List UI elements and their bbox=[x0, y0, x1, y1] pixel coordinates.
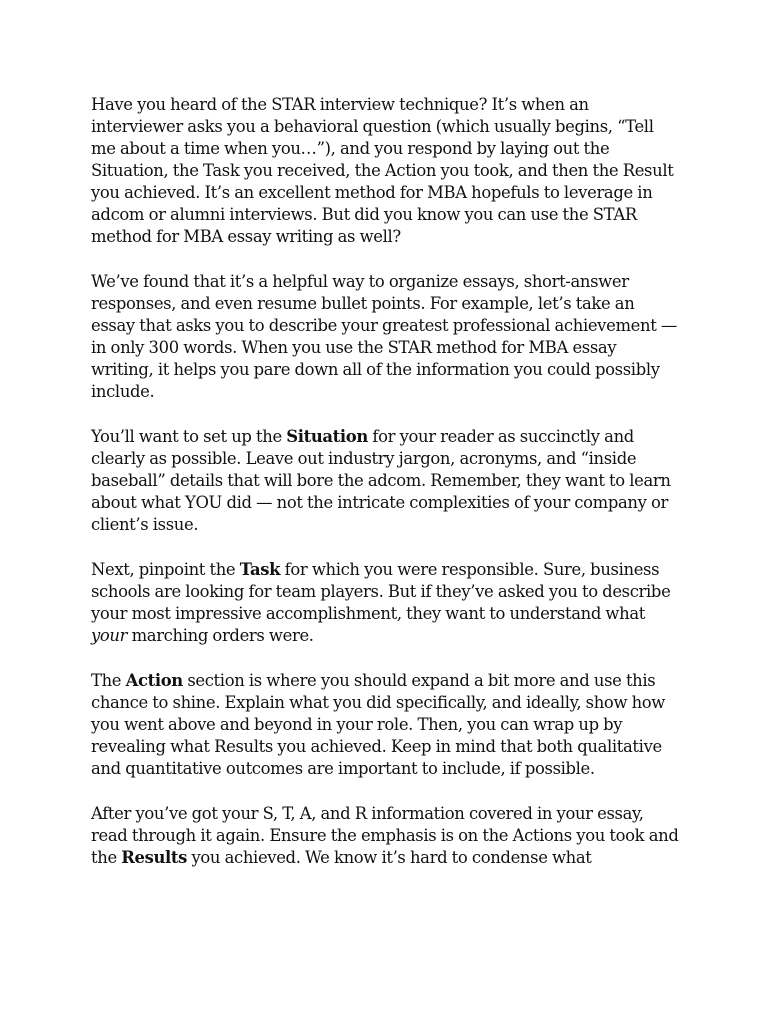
results-emphasis: Results bbox=[121, 848, 188, 867]
results-lead-text: After you’ve got your S, T, A, and R information covered in your essay, read through it again. Ensure the emphasis is on the Actions you took and the bbox=[91, 804, 679, 867]
paragraph-organize bbox=[91, 271, 681, 403]
document-page bbox=[91, 94, 681, 892]
task-end-text: marching orders were. bbox=[127, 626, 314, 645]
paragraph-intro bbox=[91, 94, 681, 248]
action-lead-text: The bbox=[91, 671, 126, 690]
action-emphasis: Action bbox=[125, 671, 183, 690]
intro-text: Have you heard of the STAR interview technique? It’s when an interviewer asks you a behavioral question (which usually begins, “Tell me about a time when you…”), and you respond by laying out the Situation, the Task you received, the Action you took, and then the Result you achieved. It’s an excellent method for MBA hopefuls to leverage in adcom or alumni interviews. But did you know you can use the STAR method for MBA essay writing as well? bbox=[91, 95, 674, 246]
situation-emphasis: Situation bbox=[286, 427, 368, 446]
results-rest-text: you achieved. We know it’s hard to condense what bbox=[187, 848, 592, 867]
paragraph-situation bbox=[91, 426, 681, 536]
task-lead-text: Next, pinpoint the bbox=[91, 560, 240, 579]
task-your-italic: your bbox=[91, 626, 128, 645]
task-middle-text: for which you were responsible. Sure, business schools are looking for team players. But if they’ve asked you to describe your most impressive accomplishment, they want to understand what bbox=[91, 560, 671, 623]
paragraph-results bbox=[91, 803, 681, 869]
action-rest-text: section is where you should expand a bit more and use this chance to shine. Explain what you did specifically, and ideally, show how you went above and beyond in your role. Then, you can wrap up by revealing what Results you achieved. Keep in mind that both qualitative and quantitative outcomes are important to include, if possible. bbox=[91, 671, 665, 778]
paragraph-task bbox=[91, 559, 681, 647]
organize-text: We’ve found that it’s a helpful way to organize essays, short-answer responses, and even resume bullet points. For example, let’s take an essay that asks you to describe your greatest professional achievement — in only 300 words. When you use the STAR method for MBA essay writing, it helps you pare down all of the information you could possibly include. bbox=[91, 272, 677, 401]
paragraph-action bbox=[91, 670, 681, 780]
situation-lead-text: You’ll want to set up the bbox=[91, 427, 287, 446]
task-emphasis: Task bbox=[239, 560, 281, 579]
situation-rest-text: for your reader as succinctly and clearly as possible. Leave out industry jargon, acronyms, and “inside baseball” details that will bore the adcom. Remember, they want to learn about what YOU did — not the intricate complexities of your company or client’s issue. bbox=[91, 427, 671, 534]
